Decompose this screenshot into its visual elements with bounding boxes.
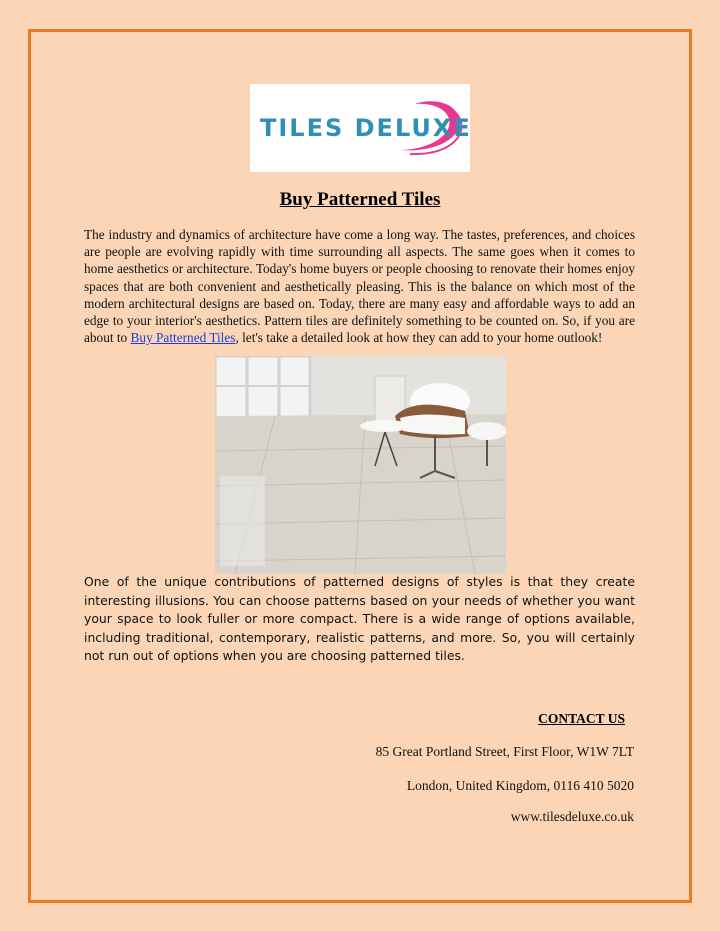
buy-patterned-tiles-link[interactable]: Buy Patterned Tiles	[130, 330, 236, 346]
contact-city-phone: London, United Kingdom, 0116 410 5020	[406, 778, 634, 793]
intro-text-after: , let's take a detailed look at how they can add to your home outlook!	[235, 330, 603, 346]
logo	[250, 84, 470, 172]
room-tile-photo	[215, 356, 506, 574]
logo-text: TILES DELUXE	[260, 114, 472, 142]
illusion-paragraph: One of the unique contributions of patterned designs of styles is that they create interesting illusions. You can choose patterns based on your needs of whether you want your space to look fuller or more compact. There is a wide range of options available, including traditional, contemporary, realistic patterns, and more. So, you will certainly not run out of options when you are choosing patterned tiles.	[84, 574, 635, 664]
contact-address: 85 Great Portland Street, First Floor, W1W 7LT	[375, 744, 634, 759]
intro-text-before: The industry and dynamics of architecture have come a long way. The tastes, preferences, and choices are people are evolving rapidly with time surrounding all aspects. The same goes when it comes to home aesthetics or architecture. Today's home buyers or people choosing to renovate their homes enjoy spaces that are both convenient and aesthetically pleasing. This is the balance on which most of the modern architectural designs are based on. Today, there are many easy and affordable ways to add an edge to your interior's aesthetics. Pattern tiles are definitely something to be counted on. So, if you are about to	[84, 227, 635, 346]
contact-website[interactable]: www.tilesdeluxe.co.uk	[510, 809, 634, 824]
intro-paragraph	[84, 226, 635, 346]
page-title: Buy Patterned Tiles	[279, 189, 441, 210]
contact-heading: CONTACT US	[538, 711, 625, 726]
